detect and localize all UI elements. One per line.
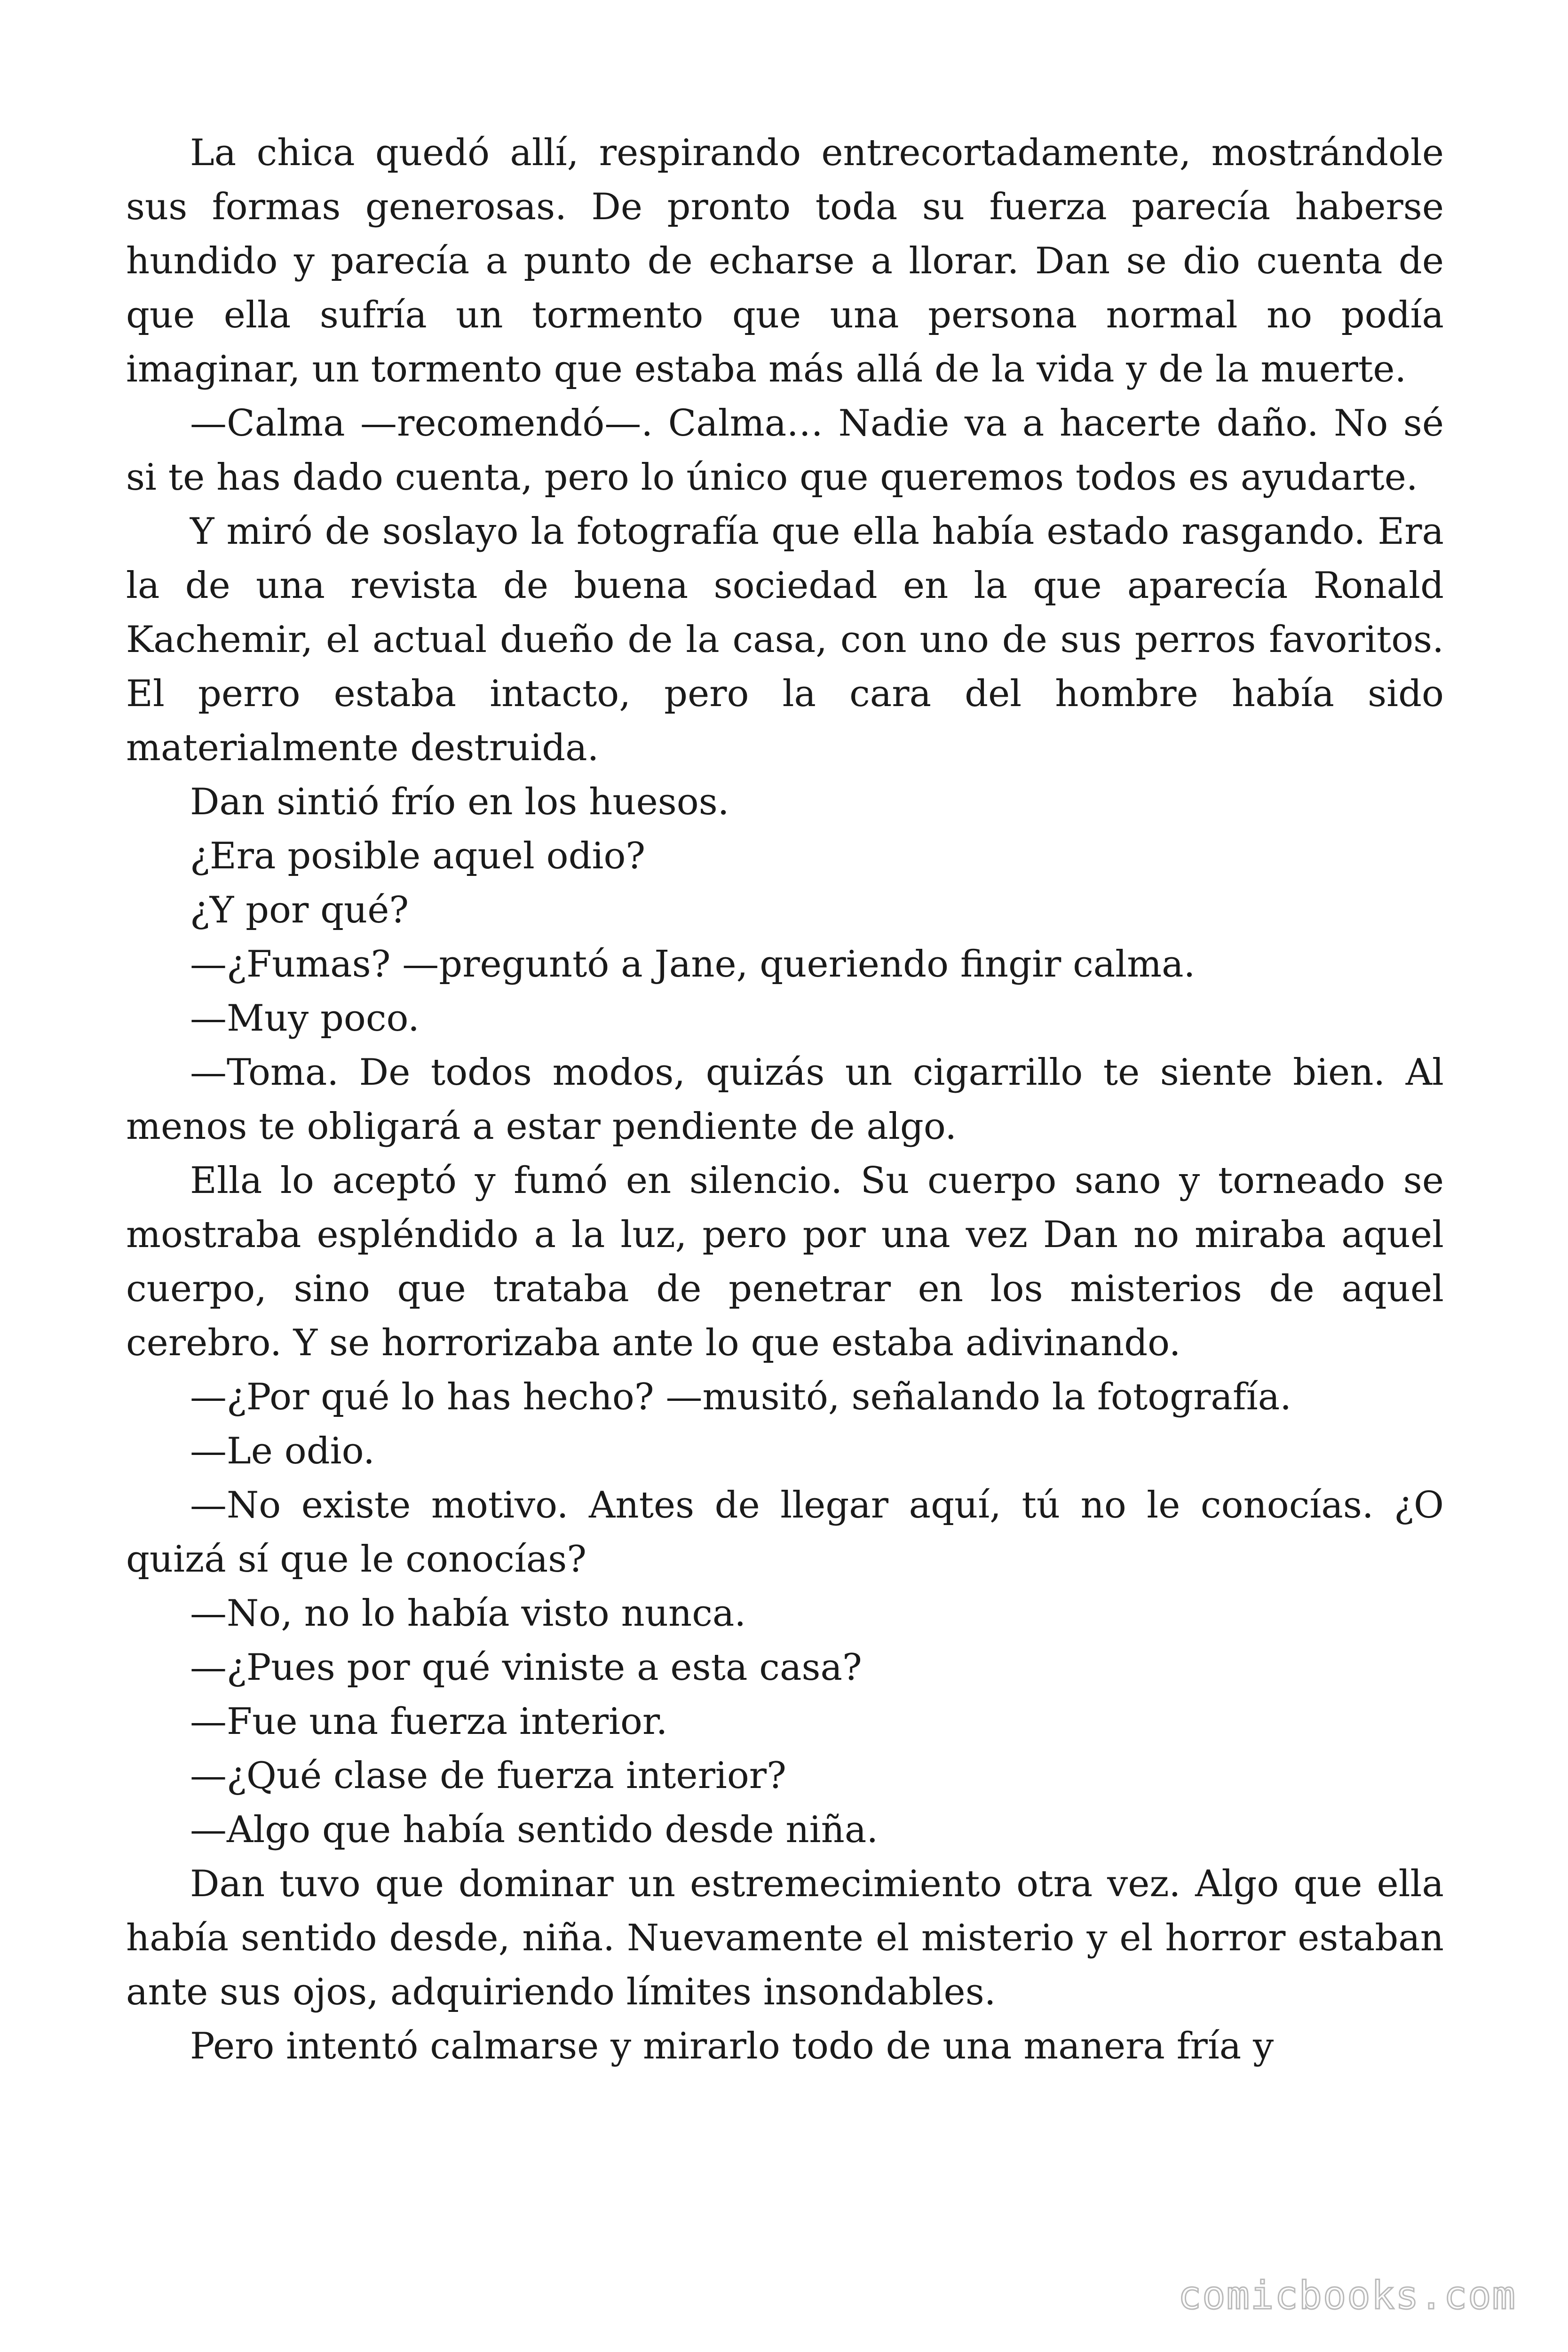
paragraph: —No, no lo había visto nunca. [190, 1592, 746, 1635]
paragraph: —Toma. De todos modos, quizás un cigarrillo te siente bien. Al menos te obligará a estar pendiente de algo. [126, 1051, 1444, 1148]
paragraph: —Calma —recomendó—. Calma… Nadie va a hacerte daño. No sé si te has dado cuenta, pero lo único que queremos todos es ayudarte. [126, 402, 1444, 499]
paragraph: —¿Qué clase de fuerza interior? [190, 1755, 786, 1797]
paragraph: —Le odio. [190, 1430, 375, 1472]
watermark: comicbooks.com [1178, 2273, 1516, 2318]
paragraph: —¿Pues por qué viniste a esta casa? [190, 1646, 862, 1689]
paragraph: —¿Por qué lo has hecho? —musitó, señalando la fotografía. [190, 1376, 1292, 1418]
paragraph: La chica quedó allí, respirando entrecortadamente, mostrándole sus formas generosas. De pronto toda su fuerza parecía haberse hundido y parecía a punto de echarse a llorar. Dan se dio cuenta de que ella sufría un tormento que una persona normal no podía imaginar, un tormento que estaba más allá de la vida y de la muerte. [126, 132, 1444, 390]
page-body [126, 126, 1444, 2074]
paragraph: ¿Era posible aquel odio? [190, 835, 646, 877]
paragraph: —Algo que había sentido desde niña. [190, 1809, 879, 1851]
paragraph: —Fue una fuerza interior. [190, 1700, 668, 1743]
paragraph: ¿Y por qué? [190, 889, 409, 931]
paragraph: Dan tuvo que dominar un estremecimiento otra vez. Algo que ella había sentido desde, niña. Nuevamente el misterio y el horror estaban ante sus ojos, adquiriendo límites insondables. [126, 1863, 1444, 2013]
paragraph: Y miró de soslayo la fotografía que ella había estado rasgando. Era la de una revista de buena sociedad en la que aparecía Ronald Kachemir, el actual dueño de la casa, con uno de sus perros favoritos. El perro estaba intacto, pero la cara del hombre había sido materialmente destruida. [126, 510, 1444, 769]
paragraph: Ella lo aceptó y fumó en silencio. Su cuerpo sano y torneado se mostraba espléndido a la luz, pero por una vez Dan no miraba aquel cuerpo, sino que trataba de penetrar en los misterios de aquel cerebro. Y se horrorizaba ante lo que estaba adivinando. [126, 1160, 1444, 1364]
paragraph: Dan sintió frío en los huesos. [190, 781, 729, 823]
paragraph: Pero intentó calmarse y mirarlo todo de una manera fría y [190, 2025, 1274, 2067]
paragraph: —¿Fumas? —preguntó a Jane, queriendo fingir calma. [190, 943, 1196, 985]
paragraph: —No existe motivo. Antes de llegar aquí, tú no le conocías. ¿O quizá sí que le conocías? [126, 1484, 1444, 1581]
paragraph: —Muy poco. [190, 997, 420, 1040]
